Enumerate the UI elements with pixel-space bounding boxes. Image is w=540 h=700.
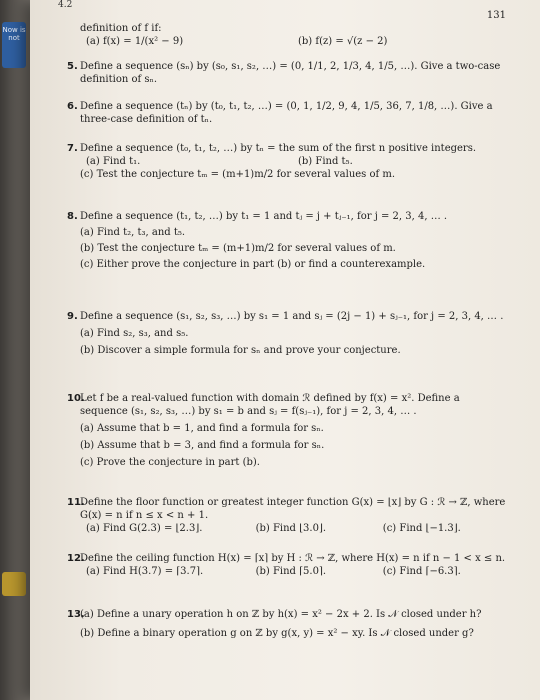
exercise-13	[67, 608, 510, 640]
exercise-10-part-b: (b) Assume that b = 3, and find a formula for sₙ.	[80, 440, 325, 451]
exercise-5-text: Define a sequence (sₙ) by (s₀, s₁, s₂, …) = (0, 1/1, 2, 1/3, 4, 1/5, …). Give a two-case definition of sₙ.	[80, 61, 501, 85]
exercise-number: 5.	[67, 61, 78, 72]
exercise-12-text: Define the ceiling function H(x) = ⌈x⌉ by H : ℛ → ℤ, where H(x) = n if n − 1 < x ≤ n.	[80, 553, 506, 564]
exercise-4-intro: definition of f if:	[80, 23, 162, 34]
textbook-page	[30, 0, 540, 700]
running-head: 4.2	[58, 0, 73, 10]
exercise-number: 7.	[67, 143, 78, 154]
exercise-number: 11.	[67, 497, 85, 508]
exercise-4	[80, 22, 510, 48]
exercise-8	[67, 210, 510, 271]
exercise-number: 10.	[67, 393, 85, 404]
exercise-6-text: Define a sequence (tₙ) by (t₀, t₁, t₂, …) = (0, 1, 1/2, 9, 4, 1/5, 36, 7, 1/8, …). Give a three-case definition of tₙ.	[80, 101, 493, 125]
exercise-11-part-b: (b) Find ⌊3.0⌋.	[255, 523, 327, 534]
exercise-number: 12.	[67, 553, 85, 564]
exercise-8-part-b: (b) Test the conjecture tₘ = (m+1)m/2 for several values of m.	[80, 243, 396, 254]
exercise-9-part-b: (b) Discover a simple formula for sₙ and prove your conjecture.	[80, 345, 401, 356]
exercise-12	[67, 552, 510, 578]
exercise-4-part-b: (b) f(z) = √(z − 2)	[298, 36, 388, 47]
exercise-number: 8.	[67, 211, 78, 222]
exercise-10-text: Let f be a real-valued function with domain ℛ defined by f(x) = x². Define a sequence (s₁, s₂, s₃, …) by s₁ = b and sⱼ = f(sⱼ₋₁), for j = 2, 3, 4, … .	[80, 393, 460, 417]
exercise-12-part-b: (b) Find ⌈5.0⌉.	[255, 566, 327, 577]
exercise-8-part-a: (a) Find t₂, t₃, and t₅.	[80, 227, 186, 238]
exercise-8-text: Define a sequence (t₁, t₂, …) by t₁ = 1 and tⱼ = j + tⱼ₋₁, for j = 2, 3, 4, … .	[80, 211, 448, 222]
exercise-6	[67, 100, 510, 126]
exercise-9	[67, 310, 510, 357]
adjacent-page-edge	[0, 0, 30, 700]
exercise-4-part-a: (a) f(x) = 1/(x² − 9)	[86, 36, 184, 47]
exercise-7-part-c: (c) Test the conjecture tₘ = (m+1)m/2 for several values of m.	[80, 169, 396, 180]
exercise-10-part-c: (c) Prove the conjecture in part (b).	[80, 457, 260, 468]
exercise-12-part-c: (c) Find ⌈−6.3⌉.	[382, 566, 461, 577]
exercise-11-part-a: (a) Find G(2.3) = ⌊2.3⌋.	[86, 523, 203, 534]
exercise-12-part-a: (a) Find H(3.7) = ⌈3.7⌉.	[86, 566, 204, 577]
exercise-11-part-c: (c) Find ⌊−1.3⌋.	[382, 523, 461, 534]
exercise-11	[67, 496, 510, 535]
page-number: 131	[486, 10, 506, 21]
exercise-10-part-a: (a) Assume that b = 1, and find a formula for sₙ.	[80, 423, 324, 434]
exercise-5	[67, 60, 510, 86]
exercise-7-text: Define a sequence (t₀, t₁, t₂, …) by tₙ = the sum of the first n positive integers.	[80, 143, 477, 154]
exercise-7	[67, 142, 510, 181]
exercise-number: 13.	[67, 609, 85, 620]
exercise-13-part-a: (a) Define a unary operation h on ℤ by h(x) = x² − 2x + 2. Is 𝒩 closed under h?	[80, 609, 482, 620]
margin-note-tab-bottom	[2, 572, 26, 596]
exercise-11-text: Define the floor function or greatest integer function G(x) = ⌊x⌋ by G : ℛ → ℤ, where G(x) = n if n ≤ x < n + 1.	[80, 497, 506, 521]
exercise-10	[67, 392, 510, 469]
exercise-9-text: Define a sequence (s₁, s₂, s₃, …) by s₁ = 1 and sⱼ = (2j − 1) + sⱼ₋₁, for j = 2, 3, 4, … .	[80, 311, 504, 322]
exercise-7-part-a: (a) Find t₁.	[86, 156, 141, 167]
margin-note-tab: Now is not	[2, 22, 26, 68]
exercise-8-part-c: (c) Either prove the conjecture in part (b) or find a counterexample.	[80, 259, 426, 270]
exercise-number: 9.	[67, 311, 78, 322]
exercise-7-part-b: (b) Find t₅.	[298, 156, 353, 167]
exercise-9-part-a: (a) Find s₂, s₃, and s₅.	[80, 328, 189, 339]
exercise-13-part-b: (b) Define a binary operation g on ℤ by g(x, y) = x² − xy. Is 𝒩 closed under g?	[80, 628, 474, 639]
exercise-number: 6.	[67, 101, 78, 112]
